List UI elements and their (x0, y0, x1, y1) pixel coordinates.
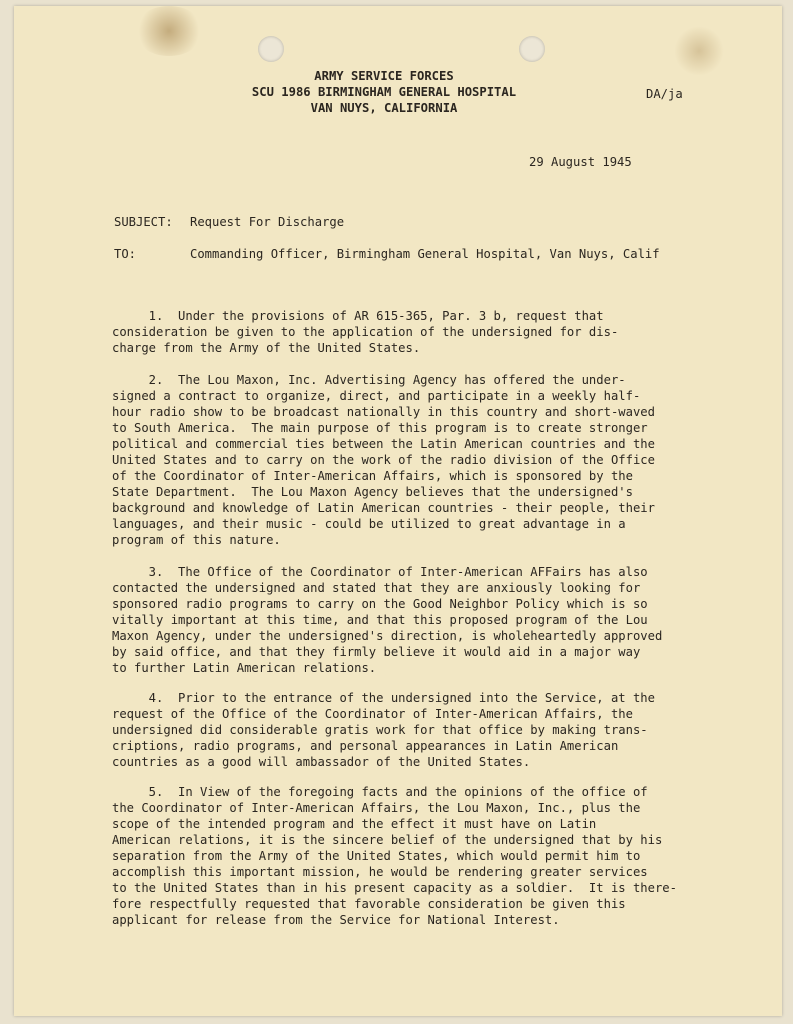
paragraph-line: sponsored radio programs to carry on the Good Neighbor Policy which is so (112, 597, 648, 611)
paragraph-line: the Coordinator of Inter-American Affairs, the Lou Maxon, Inc., plus the (112, 801, 641, 815)
paragraph-line: consideration be given to the application of the undersigned for dis- (112, 325, 619, 339)
paragraph-line: signed a contract to organize, direct, and participate in a weekly half- (112, 389, 641, 403)
paragraph-line: Maxon Agency, under the undersigned's direction, is wholeheartedly approved (112, 629, 663, 643)
punch-hole-right (519, 36, 545, 62)
paragraph-line: applicant for release from the Service for National Interest. (112, 913, 560, 927)
age-stain (674, 26, 724, 76)
paragraph-line: 3. The Office of the Coordinator of Inter-American AFFairs has also (112, 565, 648, 579)
letter-date: 29 August 1945 (529, 155, 632, 169)
paragraph-line: to the United States than in his present capacity as a soldier. It is there- (112, 881, 677, 895)
to-label: TO: (114, 247, 137, 261)
paragraph-line: United States and to carry on the work of the radio division of the Office (112, 453, 655, 467)
paragraph-line: background and knowledge of Latin American countries - their people, their (112, 501, 655, 515)
paragraph-line: program of this nature. (112, 533, 281, 547)
paragraph-line: request of the Office of the Coordinator of Inter-American Affairs, the (112, 707, 633, 721)
paragraph-line: to South America. The main purpose of this program is to create stronger (112, 421, 648, 435)
paragraph-line: by said office, and that they firmly believe it would aid in a major way (112, 645, 641, 659)
letter-page (14, 6, 782, 1016)
paragraph-line: vitally important at this time, and that this proposed program of the Lou (112, 613, 648, 627)
age-stain (134, 6, 204, 56)
paragraph-line: languages, and their music - could be utilized to great advantage in a (112, 517, 626, 531)
paragraph-line: undersigned did considerable gratis work for that office by making trans- (112, 723, 648, 737)
punch-hole-left (258, 36, 284, 62)
paragraph-line: 2. The Lou Maxon, Inc. Advertising Agency has offered the under- (112, 373, 626, 387)
paragraph-line: to further Latin American relations. (112, 661, 377, 675)
paragraph-line: American relations, it is the sincere belief of the undersigned that by his (112, 833, 663, 847)
paragraph-line: State Department. The Lou Maxon Agency believes that the undersigned's (112, 485, 633, 499)
paragraph-line: countries as a good will ambassador of the United States. (112, 755, 531, 769)
paragraph-line: 4. Prior to the entrance of the undersigned into the Service, at the (112, 691, 655, 705)
paragraph-line: charge from the Army of the United States. (112, 341, 421, 355)
paragraph-line: 5. In View of the foregoing facts and the opinions of the office of (112, 785, 648, 799)
paragraph-line: hour radio show to be broadcast nationally in this country and short-waved (112, 405, 655, 419)
letterhead-line-1: ARMY SERVICE FORCES (314, 69, 454, 83)
letterhead-line-2: SCU 1986 BIRMINGHAM GENERAL HOSPITAL (251, 85, 517, 99)
paragraph-line: political and commercial ties between the Latin American countries and the (112, 437, 655, 451)
subject-value: Request For Discharge (190, 215, 345, 229)
paragraph-line: fore respectfully requested that favorable consideration be given this (112, 897, 626, 911)
paragraph-line: criptions, radio programs, and personal appearances in Latin American (112, 739, 619, 753)
to-value: Commanding Officer, Birmingham General Hospital, Van Nuys, Calif (190, 247, 660, 261)
paragraph-line: 1. Under the provisions of AR 615-365, Par. 3 b, request that (112, 309, 604, 323)
paragraph-line: of the Coordinator of Inter-American Affairs, which is sponsored by the (112, 469, 633, 483)
reference-initials: DA/ja (646, 87, 683, 101)
paragraph-line: scope of the intended program and the effect it must have on Latin (112, 817, 597, 831)
paragraph-line: accomplish this important mission, he would be rendering greater services (112, 865, 648, 879)
paragraph-line: contacted the undersigned and stated that they are anxiously looking for (112, 581, 641, 595)
letterhead-line-3: VAN NUYS, CALIFORNIA (310, 101, 458, 115)
paragraph-line: separation from the Army of the United States, which would permit him to (112, 849, 641, 863)
subject-label: SUBJECT: (114, 215, 173, 229)
